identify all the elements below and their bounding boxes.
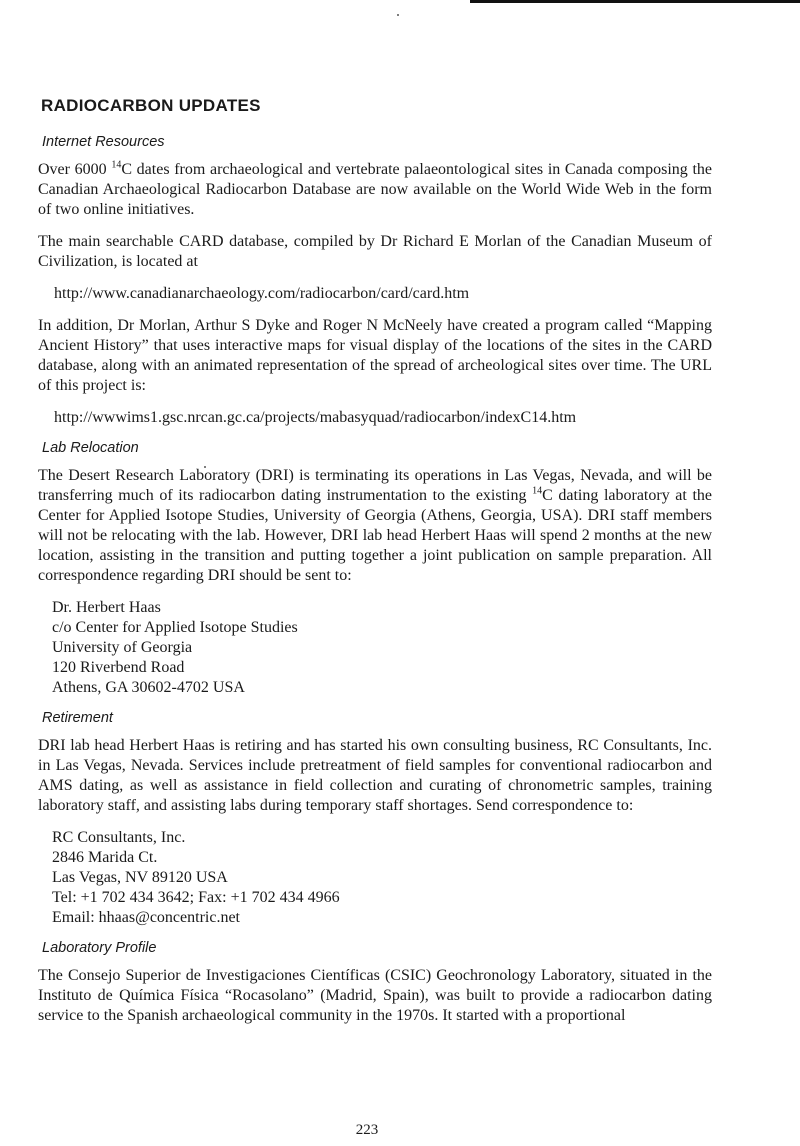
address-line: 2846 Marida Ct.: [52, 849, 158, 866]
paragraph: In addition, Dr Morlan, Arthur S Dyke and Roger N McNeely have created a program called “Mapping Ancient History” that uses interactive maps for visual display of the locations of the sites in the CARD database, along with an animated representation of the spread of archeological sites over time. The URL of this project is:: [38, 317, 712, 394]
address-line: c/o Center for Applied Isotope Studies: [52, 619, 298, 636]
top-rule: [470, 0, 800, 3]
section-internet-resources: [38, 134, 712, 428]
address-line: University of Georgia: [52, 639, 193, 656]
paragraph: The Desert Research Laboratory (DRI) is terminating its operations in Las Vegas, Nevada, and will be transferring much of its radiocarbon dating instrumentation to the existing $^{14}$C dating laboratory at the Center for Applied Isotope Studies, University of Georgia (Athens, Georgia, USA). DRI staff members will not be relocating with the lab. However, DRI lab head Herbert Haas will spend 2 months at the new location, assisting in the transition and putting together a joint publication on sample preparation. All correspondence regarding DRI should be sent to:: [38, 467, 712, 584]
paragraph: DRI lab head Herbert Haas is retiring and has started his own consulting business, RC Consultants, Inc. in Las Vegas, Nevada. Services include pretreatment of field samples for conventional radiocarbon and AMS dating, as well as assistance in field collection and curating of chronometric samples, training laboratory staff, and assisting labs during temporary staff shortages. Send correspondence to:: [38, 737, 712, 814]
page-title: RADIOCARBON UPDATES: [41, 96, 261, 115]
address-line: Athens, GA 30602-4702 USA: [52, 679, 245, 696]
section-heading: Lab Relocation: [42, 440, 139, 456]
paragraph: The Consejo Superior de Investigaciones Científicas (CSIC) Geochronology Laboratory, situated in the Instituto de Química Física “Rocasolano” (Madrid, Spain), was built to provide a radiocarbon dating service to the Spanish archaeological community in the 1970s. It started with a proportional: [38, 967, 712, 1024]
address-line: Dr. Herbert Haas: [52, 599, 161, 616]
paragraph: Over 6000 $^{14}$C dates from archaeological and vertebrate palaeontological sites in Canada composing the Canadian Archaeological Radiocarbon Database are now available on the World Wide Web in the form of two online initiatives.: [38, 159, 713, 218]
address-line: 120 Riverbend Road: [52, 659, 185, 676]
section-retirement: [38, 710, 712, 928]
address-line: Tel: +1 702 434 3642; Fax: +1 702 434 4966: [52, 889, 340, 906]
card-url: http://www.canadianarchaeology.com/radiocarbon/card/card.htm: [54, 285, 470, 302]
scan-speck: [397, 14, 399, 16]
section-lab-relocation: [38, 440, 712, 698]
section-heading: Laboratory Profile: [42, 940, 157, 956]
page-content: [38, 96, 712, 1038]
section-laboratory-profile: [38, 940, 712, 1026]
rc-consultants-address-block: [52, 828, 712, 928]
address-line: Email: hhaas@concentric.net: [52, 909, 240, 926]
address-line: RC Consultants, Inc.: [52, 829, 186, 846]
mapping-url: http://wwwims1.gsc.nrcan.gc.ca/projects/mabasyquad/radiocarbon/indexC14.htm: [54, 409, 577, 426]
dri-address-block: [52, 598, 712, 698]
paragraph: The main searchable CARD database, compiled by Dr Richard E Morlan of the Canadian Museum of Civilization, is located at: [38, 233, 712, 270]
section-heading: Retirement: [42, 710, 113, 726]
address-line: Las Vegas, NV 89120 USA: [52, 869, 228, 886]
section-heading: Internet Resources: [42, 134, 165, 150]
page-number: 223: [355, 1122, 379, 1138]
